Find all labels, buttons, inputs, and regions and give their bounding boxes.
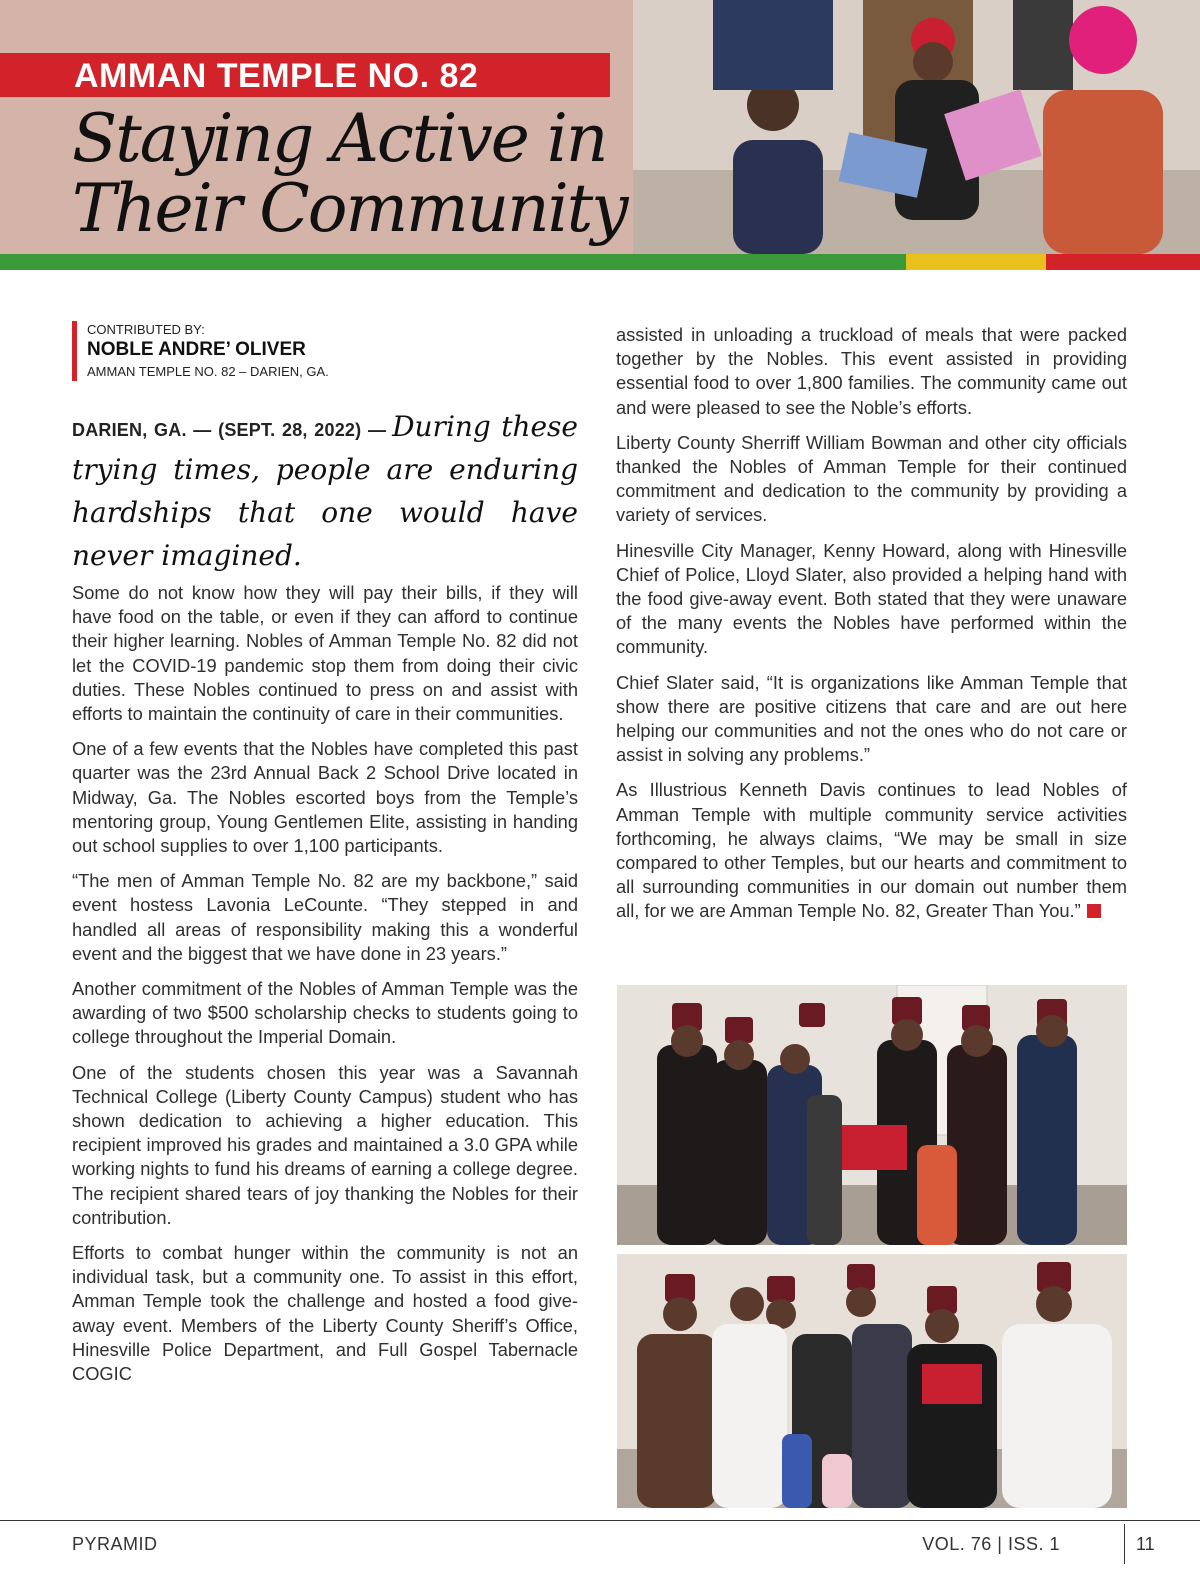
green-stripe [0, 254, 906, 270]
body-column-left [72, 581, 578, 1397]
lede-text: During these trying times, people are enduring hardships that one would have never imagined. [72, 410, 578, 572]
footer-divider [1124, 1524, 1125, 1564]
yellow-stripe [906, 254, 1046, 270]
body-paragraph: Efforts to combat hunger within the community is not an individual task, but a community one. To assist in this effort, Amman Temple took the challenge and hosted a food give-away event. Members of the Liberty County Sheriff’s Office, Hinesville Police Department, and Full Gospel Tabernacle COGIC [72, 1242, 578, 1385]
body-paragraph: “The men of Amman Temple No. 82 are my backbone,” said event hostess Lavonia LeCounte. “They stepped in and handled all areas of responsibility making this a wonderful event and the biggest that we have done in 23 years.” [72, 870, 578, 964]
group-photo-1 [617, 985, 1127, 1245]
body-paragraph: Liberty County Sherriff William Bowman and other city officials thanked the Nobles of Amman Temple for their continued commitment and dedication to the community by providing a variety of services. [616, 431, 1127, 526]
final-paragraph-text: As Illustrious Kenneth Davis continues to lead Nobles of Amman Temple with multiple community service activities forthcoming, he always claims, “We may be small in size compared to other Temples, but our hearts and commitment to all surrounding communities in our domain out number them all, for we are Amman Temple No. 82, Greater Than You.” [616, 779, 1127, 922]
author-affiliation: AMMAN TEMPLE NO. 82 – DARIEN, GA. [87, 364, 329, 379]
header-photo [633, 0, 1200, 254]
body-paragraph: Another commitment of the Nobles of Amman Temple was the awarding of two $500 scholarship checks to students going to college throughout the Imperial Domain. [72, 978, 578, 1048]
body-paragraph: Hinesville City Manager, Kenny Howard, along with Hinesville Chief of Police, Lloyd Slater, also provided a helping hand with the food give-away event. Both stated that they were unaware of the many events the Nobles have performed within the community. [616, 539, 1127, 658]
author-name: NOBLE ANDRE’ OLIVER [87, 339, 306, 360]
body-paragraph: One of a few events that the Nobles have completed this past quarter was the 23rd Annual Back 2 School Drive located in Midway, Ga. The Nobles escorted boys from the Temple’s mentoring group, Young Gentlemen Elite, assisting in handing out school supplies to over 1,100 participants. [72, 738, 578, 857]
publication-name: PYRAMID [72, 1534, 158, 1554]
page-title [72, 100, 632, 247]
title-line-2: Their Community [72, 170, 627, 247]
end-mark-icon [1087, 904, 1101, 918]
page-number: 11 [1136, 1534, 1155, 1554]
title-line-1: Staying Active in [72, 100, 607, 177]
red-stripe [1046, 254, 1200, 270]
body-paragraph: Chief Slater said, “It is organizations like Amman Temple that show there are positive citizens that care and are out here helping our communities and not the ones who do not care or assist in solving any problems.” [616, 671, 1127, 766]
footer-rule [0, 1520, 1200, 1521]
section-kicker: AMMAN TEMPLE NO. 82 [74, 57, 479, 95]
body-paragraph: One of the students chosen this year was a Savannah Technical College (Liberty County Campus) student who has shown dedication to achieving a higher education. This recipient improved his grades and maintained a 3.0 GPA while working nights to fund his dreams of earning a college degree. The recipient shared tears of joy thanking the Nobles for their contribution. [72, 1061, 578, 1228]
body-column-right [616, 323, 1127, 935]
group-photo-2 [617, 1254, 1127, 1508]
body-paragraph: assisted in unloading a truckload of meals that were packed together by the Nobles. This event assisted in providing essential food to over 1,800 families. The community came out and were pleased to see the Noble’s efforts. [616, 324, 1127, 418]
group-photo-1-illustration [617, 985, 1127, 1245]
issue-info: VOL. 76 | ISS. 1 [922, 1534, 1060, 1554]
byline-label: CONTRIBUTED BY: [87, 322, 205, 337]
dateline: DARIEN, GA. — (SEPT. 28, 2022) — [72, 420, 387, 440]
body-paragraph-final [616, 778, 1127, 923]
group-photo-2-illustration [617, 1254, 1127, 1508]
body-paragraph: Some do not know how they will pay their bills, if they will have food on the table, or even if they can afford to continue their higher learning. Nobles of Amman Temple No. 82 did not let the COVID-19 pandemic stop them from doing their civic duties. These Nobles continued to press on and assist with efforts to maintain the continuity of care in their communities. [72, 582, 578, 725]
lede-paragraph [72, 408, 578, 580]
header-photo-illustration [633, 0, 1200, 254]
byline [72, 321, 329, 381]
